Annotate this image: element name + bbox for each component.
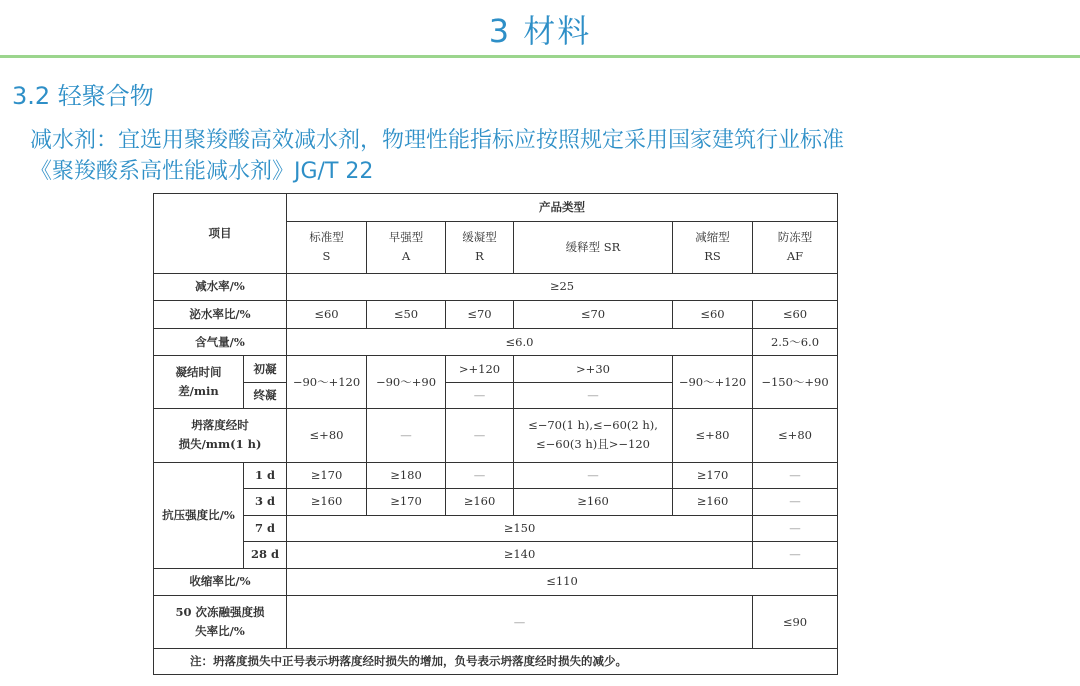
- section-heading: 3.2 轻聚合物: [12, 82, 154, 110]
- cell-value: ≥160: [673, 489, 753, 516]
- cell-value: ≤6.0: [287, 328, 753, 356]
- cell-value: ≤60: [287, 301, 367, 329]
- type-name: 标准型: [309, 230, 344, 245]
- table-row: [154, 596, 838, 649]
- cell-value: ≥160: [446, 489, 514, 516]
- cell-value: ≤70: [446, 301, 514, 329]
- row-label: 收缩率比/%: [154, 568, 287, 596]
- value-line: ≤−60(3 h)且>−120: [536, 437, 650, 452]
- type-name: 缓释型 SR: [565, 239, 621, 254]
- cell-value: —: [446, 382, 514, 409]
- cell-value: ≥160: [514, 489, 673, 516]
- row-label: 含气量/%: [154, 328, 287, 356]
- cell-value: ≥170: [287, 462, 367, 489]
- table-row: [154, 273, 838, 301]
- cell-value: ≤60: [673, 301, 753, 329]
- cell-value: ≥150: [287, 515, 753, 542]
- cell-value: —: [514, 462, 673, 489]
- cell-value: ≤110: [287, 568, 838, 596]
- row-label: [154, 409, 287, 462]
- type-header-a: [367, 221, 446, 273]
- performance-table: [153, 193, 838, 675]
- cell-value: ≥160: [287, 489, 367, 516]
- cell-value: ≤+80: [287, 409, 367, 462]
- cell-value: ≤60: [753, 301, 838, 329]
- cell-value: ≥170: [673, 462, 753, 489]
- type-header-s: [287, 221, 367, 273]
- table-row: [154, 328, 838, 356]
- sub-label: 初凝: [244, 356, 287, 383]
- cell-value: 2.5～6.0: [753, 328, 838, 356]
- type-name: 早强型: [388, 230, 424, 245]
- type-code: AF: [786, 249, 804, 264]
- cell-value: —: [753, 542, 838, 569]
- table-row: [154, 301, 838, 329]
- sub-label: 3 d: [244, 489, 287, 516]
- cell-value: ≥25: [287, 273, 838, 301]
- table-row: [154, 462, 838, 489]
- label-line: 凝结时间: [175, 365, 222, 380]
- cell-value: —: [753, 489, 838, 516]
- cell-value: −90～+120: [673, 356, 753, 409]
- body-text: [30, 125, 1070, 187]
- type-code: RS: [704, 249, 721, 264]
- label-line: 50 次冻融强度损: [175, 605, 265, 620]
- item-header: 项目: [154, 194, 287, 274]
- type-code: A: [401, 249, 411, 264]
- cell-value: −150～+90: [753, 356, 838, 409]
- sub-label: 7 d: [244, 515, 287, 542]
- body-line-1: 减水剂：宜选用聚羧酸高效减水剂，物理性能指标应按照规定采用国家建筑行业标准: [30, 128, 845, 153]
- type-name: 缓凝型: [462, 230, 497, 245]
- cell-value: ≤50: [367, 301, 446, 329]
- cell-value: —: [287, 596, 753, 649]
- table-row: [154, 568, 838, 596]
- cell-value: —: [446, 462, 514, 489]
- sub-label: 1 d: [244, 462, 287, 489]
- type-code: R: [475, 249, 484, 264]
- cell-value: —: [514, 382, 673, 409]
- cell-value: >+30: [514, 356, 673, 383]
- cell-value: −90～+120: [287, 356, 367, 409]
- cell-value: —: [753, 515, 838, 542]
- row-label: 减水率/%: [154, 273, 287, 301]
- product-type-header: 产品类型: [287, 194, 838, 222]
- table-row: [154, 515, 838, 542]
- cell-value: >+120: [446, 356, 514, 383]
- row-label: 抗压强度比/%: [154, 462, 244, 568]
- table-row: [154, 542, 838, 569]
- cell-value: ≤70: [514, 301, 673, 329]
- sub-label: 终凝: [244, 382, 287, 409]
- body-line-2: 《聚羧酸系高性能减水剂》JG/T 22: [30, 159, 374, 184]
- label-line: 坍落度经时: [191, 418, 249, 433]
- cell-value: —: [367, 409, 446, 462]
- table-row: [154, 409, 838, 462]
- page-title: 3 材料: [488, 12, 592, 50]
- table-row: [154, 356, 838, 383]
- cell-value: ≤+80: [753, 409, 838, 462]
- value-line: ≤−70(1 h),≤−60(2 h),: [528, 418, 658, 433]
- row-label: 泌水率比/%: [154, 301, 287, 329]
- cell-value: ≤+80: [673, 409, 753, 462]
- type-header-rs: [673, 221, 753, 273]
- cell-value: ≥180: [367, 462, 446, 489]
- type-header-af: [753, 221, 838, 273]
- cell-value: ≤90: [753, 596, 838, 649]
- row-label: [154, 356, 244, 409]
- title-divider: [0, 55, 1080, 58]
- type-name: 减缩型: [695, 230, 730, 245]
- type-code: S: [322, 249, 331, 264]
- type-header-r: [446, 221, 514, 273]
- label-line: 差/min: [178, 384, 219, 399]
- row-label: [154, 596, 287, 649]
- cell-value: —: [753, 462, 838, 489]
- cell-value: [514, 409, 673, 462]
- cell-value: ≥170: [367, 489, 446, 516]
- type-header-sr: [514, 221, 673, 273]
- sub-label: 28 d: [244, 542, 287, 569]
- table-row: [154, 489, 838, 516]
- table-note: 注：坍落度损失中正号表示坍落度经时损失的增加，负号表示坍落度经时损失的减少。: [154, 649, 838, 675]
- type-name: 防冻型: [777, 230, 813, 245]
- cell-value: ≥140: [287, 542, 753, 569]
- label-line: 损失/mm(1 h): [178, 437, 262, 452]
- cell-value: —: [446, 409, 514, 462]
- cell-value: −90～+90: [367, 356, 446, 409]
- label-line: 失率比/%: [195, 624, 245, 639]
